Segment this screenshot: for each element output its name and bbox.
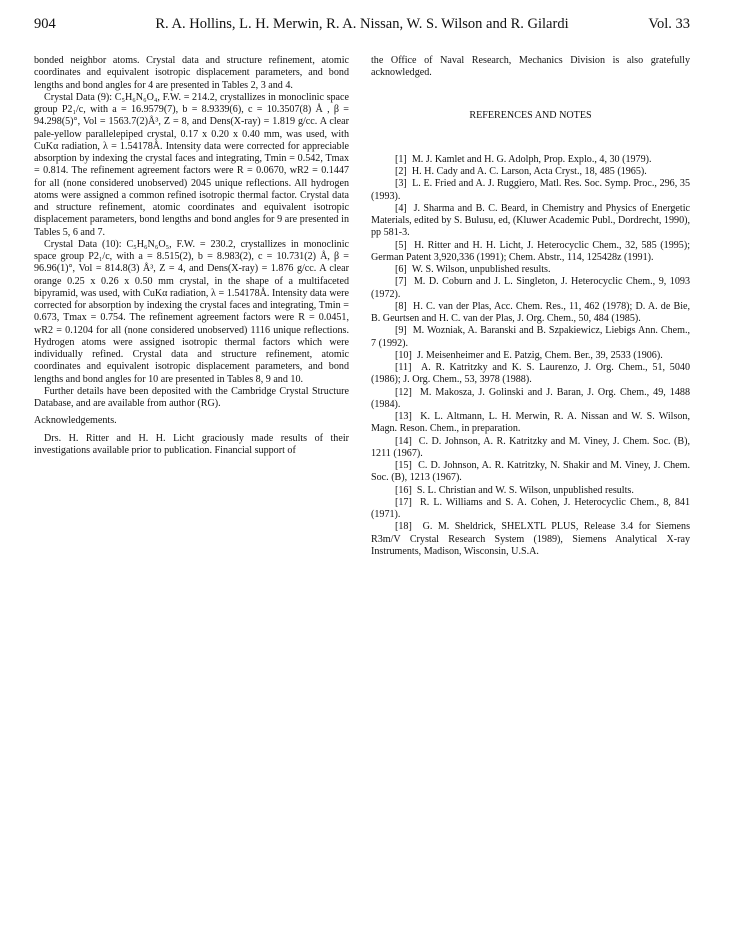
reference-item: [371, 301, 690, 326]
reference-item: [371, 325, 690, 350]
acknowledgements-heading: Acknowledgements.: [34, 415, 117, 427]
reference-item: [371, 362, 690, 387]
reference-text: J. Sharma and B. C. Beard, in Chemistry and Physics of Energetic Materials, edited by S. Bulusu, ed, (Kluwer Academic Publ., Dordrecht, 1990), pp 581-3.: [371, 202, 691, 239]
reference-item: [371, 497, 690, 522]
reference-number: [18]: [395, 521, 412, 533]
reference-text: M. Makosza, J. Golinski and J. Baran, J. Org. Chem., 49, 1488 (1984).: [371, 386, 690, 410]
reference-text: H. C. van der Plas, Acc. Chem. Res., 11, 462 (1978); D. A. de Bie, B. Geurtsen and H. C. van der Plas, J. Org. Chem., 50, 484 (1985).: [371, 300, 691, 324]
paragraph-acknowledgements-continued: the Office of Naval Research, Mechanics Division is also gratefully acknowledged.: [371, 55, 690, 79]
reference-item: [371, 166, 690, 178]
reference-item: [371, 436, 690, 461]
reference-item: [371, 387, 690, 412]
paragraph-deposit-note: Further details have been deposited with the Cambridge Crystal Structure Database, and are available from author (RG).: [34, 385, 349, 409]
reference-text: M. J. Kamlet and H. G. Adolph, Prop. Explo., 4, 30 (1979).: [411, 153, 652, 165]
reference-item: [371, 460, 690, 485]
reference-number: [1]: [395, 153, 407, 165]
reference-text: W. S. Wilson, unpublished results.: [411, 264, 551, 275]
reference-text: M. Wozniak, A. Baranski and B. Szpakiewicz, Liebigs Ann. Chem., 7 (1992).: [371, 325, 690, 349]
reference-item: [371, 154, 690, 166]
paragraph-crystal-data-9: Crystal Data (9): C₅H₆N₆O₄, F.W. = 214.2, crystallizes in monoclinic space group P2₁/c, with a = 16.9579(7), b = 8.9339(6), c = 10.3507(8) Å , β = 94.298(5)°, Vol = 1563.7(2)Å³, Z = 8, and Dens(X-ray) = 1.819 g/cc. A clear pale-yellow parallelepiped crystal, 0.17 x 0.20 x 0.40 mm, was used, with CuKα radiation, λ = 1.54178Å. Intensity data were corrected for appreciable absorption by indexing the crystal faces and integrating, Tmin = 0.542, Tmax = 0.814. The refinement agreement factors were R = 0.0670, wR2 = 0.1447 for all (none considered unobserved) 2045 unique reflections. All hydrogen atoms were assigned a common refined isotropic thermal factor. Crystal data and structure refinement, atomic coordinates and equivalent isotropic displacement parameters, bond lengths and bond angles for 9 are presented in Tables 5, 6 and 7.: [34, 91, 349, 238]
reference-text: L. E. Fried and A. J. Ruggiero, Matl. Res. Soc. Symp. Proc., 296, 35 (1993).: [371, 178, 691, 202]
reference-number: [7]: [395, 276, 407, 288]
reference-text: A. R. Katritzky and K. S. Laurenzo, J. Org. Chem., 51, 5040 (1986); J. Org. Chem., 53, 3978 (1988).: [371, 362, 690, 386]
running-authors: R. A. Hollins, L. H. Merwin, R. A. Nissan, W. S. Wilson and R. Gilardi: [155, 16, 569, 32]
reference-item: [371, 521, 690, 558]
reference-text: M. D. Coburn and J. L. Singleton, J. Heterocyclic Chem., 9, 1093 (1972).: [371, 276, 690, 300]
reference-number: [2]: [395, 166, 407, 177]
reference-text: G. M. Sheldrick, SHELXTL PLUS, Release 3.4 for Siemens R3m/V Crystal Research System (1989), Siemens Analytical X-ray Instruments, Madison, Wisconsin, U.S.A.: [371, 521, 690, 557]
reference-text: J. Meisenheimer and E. Patzig, Chem. Ber., 39, 2533 (1906).: [416, 349, 663, 361]
reference-number: [17]: [395, 496, 412, 508]
reference-item: [371, 240, 690, 265]
reference-number: [9]: [395, 325, 407, 337]
reference-text: S. L. Christian and W. S. Wilson, unpublished results.: [416, 484, 634, 496]
reference-list: [371, 154, 690, 558]
reference-number: [6]: [395, 264, 407, 275]
reference-number: [15]: [395, 460, 412, 471]
reference-number: [5]: [395, 239, 407, 251]
reference-item: [371, 203, 690, 240]
running-header: [34, 16, 690, 36]
reference-number: [13]: [395, 411, 412, 422]
reference-item: [371, 276, 690, 301]
paragraph-crystal-data-10: Crystal Data (10): C₅H₆N₆O₅, F.W. = 230.2, crystallizes in monoclinic space group P2₁/c, with a = 8.515(2), b = 8.983(2), c = 10.731(2) Å, β = 96.96(1)°, Vol = 814.8(3) Å³, Z = 4, and Dens(X-ray) = 1.876 g/cc. A clear orange 0.25 x 0.26 x 0.50 mm crystal, in the shape of a multifaceted bipyramid, was used, with CuKα radiation, λ = 1.54178Å. Intensity data were corrected for absorption by indexing the crystal faces and integrating, Tmin = 0.673, Tmax = 0.754. The refinement agreement factors were R = 0.0451, wR2 = 0.1204 for all (none considered unobserved) 1116 unique reflections. Hydrogen atoms were assigned isotropic thermal factors which were individually refined. Crystal data and structure refinement, atomic coordinates and equivalent isotropic displacement parameters, and bond lengths and bond angles for 10 are presented in Tables 8, 9 and 10.: [34, 238, 349, 385]
references-heading: REFERENCES AND NOTES: [469, 109, 592, 121]
reference-item: [371, 350, 690, 362]
paragraph-acknowledgements: Drs. H. Ritter and H. H. Licht graciously made results of their investigations available prior to publication. Financial support of: [34, 432, 349, 456]
reference-item: [371, 411, 690, 436]
reference-text: C. D. Johnson, A. R. Katritzky and M. Viney, J. Chem. Soc. (B), 1211 (1967).: [371, 435, 691, 459]
volume-label: Vol. 33: [648, 16, 690, 32]
right-column: [371, 55, 690, 558]
reference-number: [3]: [395, 178, 407, 190]
reference-number: [10]: [395, 349, 412, 361]
reference-number: [4]: [395, 202, 407, 214]
page-number: 904: [34, 16, 56, 32]
paragraph-continuation: bonded neighbor atoms. Crystal data and structure refinement, atomic coordinates and equivalent isotropic displacement parameters, and bond lengths and bond angles for 4 are presented in Tables 2, 3 and 4.: [34, 55, 349, 91]
reference-text: H. H. Cady and A. C. Larson, Acta Cryst., 18, 485 (1965).: [411, 166, 647, 177]
reference-item: [371, 485, 690, 497]
reference-item: [371, 264, 690, 276]
reference-text: R. L. Williams and S. A. Cohen, J. Heterocyclic Chem., 8, 841 (1971).: [371, 496, 691, 520]
reference-item: [371, 178, 690, 203]
reference-number: [8]: [395, 300, 407, 312]
reference-number: [12]: [395, 386, 412, 398]
reference-number: [16]: [395, 484, 412, 496]
reference-number: [11]: [395, 362, 412, 373]
reference-text: K. L. Altmann, L. H. Merwin, R. A. Nissan and W. S. Wilson, Magn. Reson. Chem., in preparation.: [371, 411, 691, 435]
reference-text: C. D. Johnson, A. R. Katritzky, N. Shakir and M. Viney, J. Chem. Soc. (B), 1213 (1967).: [371, 460, 691, 484]
reference-text: H. Ritter and H. H. Licht, J. Heterocyclic Chem., 32, 585 (1995); German Patent 3,920,336 (1991); Chem. Abstr., 114, 125428z (1991).: [371, 239, 691, 263]
reference-number: [14]: [395, 435, 412, 447]
left-column: [34, 55, 349, 457]
